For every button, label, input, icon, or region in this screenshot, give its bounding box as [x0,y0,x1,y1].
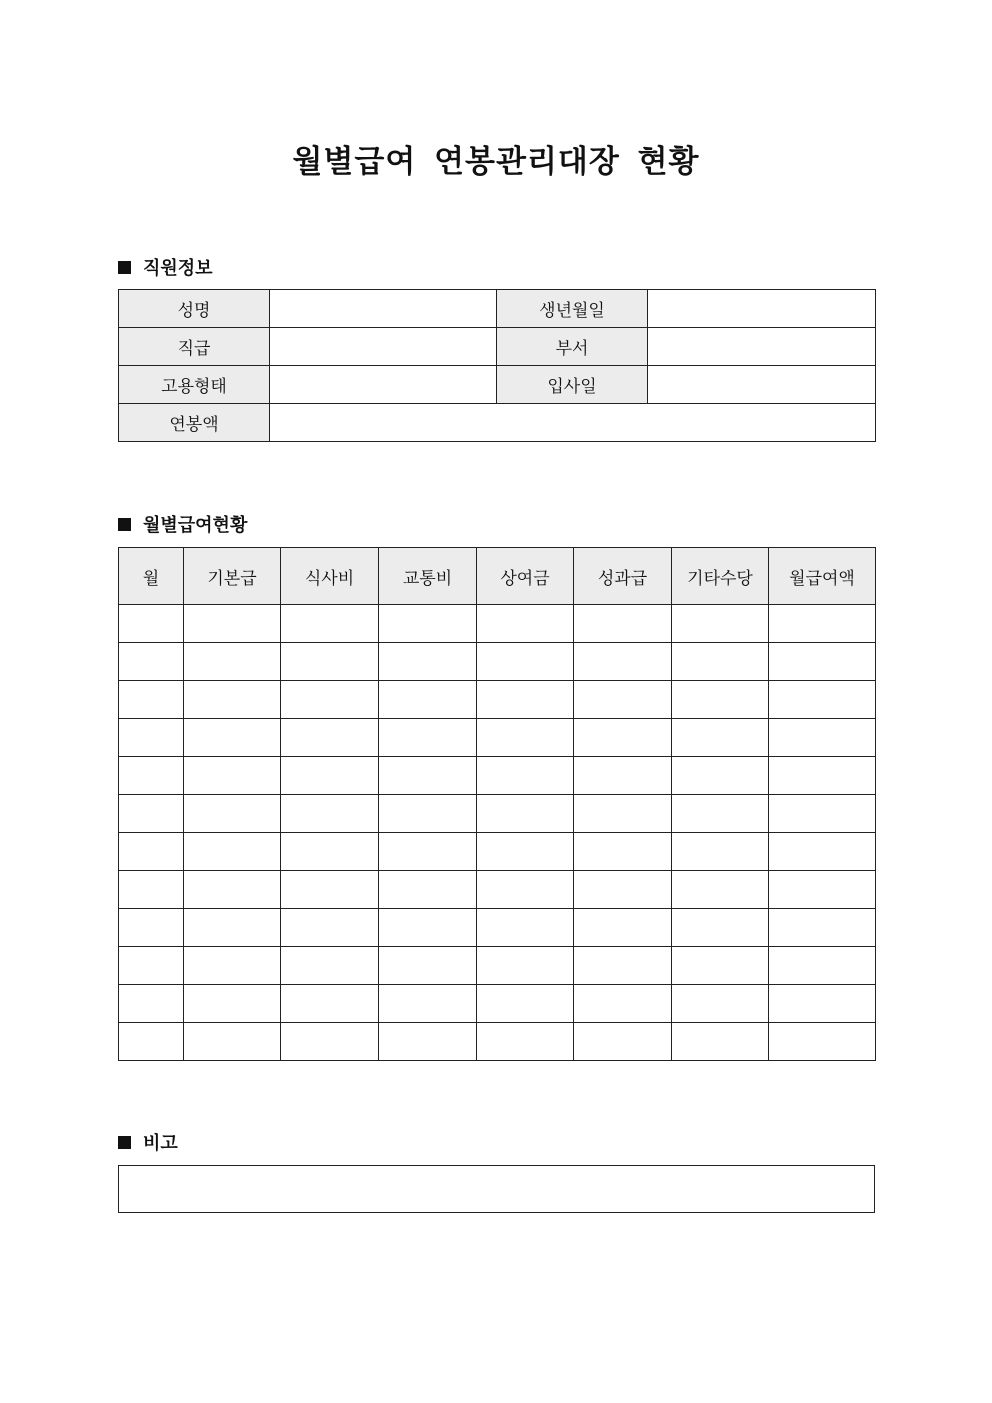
salary-cell[interactable] [769,681,876,719]
table-row [119,681,876,719]
salary-cell[interactable] [672,681,769,719]
salary-cell[interactable] [769,605,876,643]
salary-cell[interactable] [477,985,574,1023]
salary-cell[interactable] [672,833,769,871]
square-bullet-icon [118,518,131,531]
salary-cell[interactable] [281,795,379,833]
table-row [119,605,876,643]
column-header-bonus: 상여금 [477,548,574,605]
salary-cell[interactable] [281,871,379,909]
employee-info-table [118,289,876,442]
salary-cell[interactable] [574,833,672,871]
salary-cell[interactable] [119,1023,184,1061]
salary-cell[interactable] [672,795,769,833]
column-header-performance-pay: 성과급 [574,548,672,605]
table-row [119,795,876,833]
salary-cell[interactable] [119,757,184,795]
salary-cell[interactable] [281,947,379,985]
salary-cell[interactable] [184,681,281,719]
table-row [119,871,876,909]
salary-cell[interactable] [184,833,281,871]
salary-cell[interactable] [184,909,281,947]
table-row [119,757,876,795]
salary-cell[interactable] [574,871,672,909]
name-value-cell[interactable] [270,290,497,328]
salary-cell[interactable] [769,947,876,985]
salary-cell[interactable] [119,643,184,681]
salary-cell[interactable] [281,719,379,757]
remarks-box[interactable] [118,1165,875,1213]
square-bullet-icon [118,261,131,274]
salary-cell[interactable] [574,605,672,643]
salary-cell[interactable] [769,1023,876,1061]
salary-cell[interactable] [281,643,379,681]
salary-cell[interactable] [119,681,184,719]
salary-cell[interactable] [477,947,574,985]
salary-cell[interactable] [574,681,672,719]
salary-cell[interactable] [184,985,281,1023]
salary-cell[interactable] [672,1023,769,1061]
salary-cell[interactable] [574,909,672,947]
salary-cell[interactable] [184,605,281,643]
hire-date-label: 입사일 [497,366,648,404]
salary-cell[interactable] [184,947,281,985]
section-heading-label: 월별급여현황 [143,515,248,536]
salary-cell[interactable] [379,795,477,833]
salary-cell[interactable] [281,909,379,947]
salary-cell[interactable] [379,1023,477,1061]
position-value-cell[interactable] [270,328,497,366]
monthly-salary-table [118,547,876,1061]
salary-cell[interactable] [477,833,574,871]
section-heading-monthly-salary [118,511,247,537]
table-row [119,947,876,985]
salary-cell[interactable] [281,757,379,795]
column-header-monthly-total: 월급여액 [769,548,876,605]
salary-cell[interactable] [477,795,574,833]
salary-cell[interactable] [672,871,769,909]
salary-cell[interactable] [574,947,672,985]
salary-cell[interactable] [477,719,574,757]
column-header-transport-allowance: 교통비 [379,548,477,605]
section-heading-remarks [118,1129,178,1155]
birthdate-value-cell[interactable] [648,290,876,328]
table-row [119,833,876,871]
salary-cell[interactable] [379,719,477,757]
table-row [119,909,876,947]
salary-cell[interactable] [574,795,672,833]
salary-cell[interactable] [769,985,876,1023]
salary-cell[interactable] [281,605,379,643]
salary-cell[interactable] [477,757,574,795]
hire-date-value-cell[interactable] [648,366,876,404]
salary-cell[interactable] [379,643,477,681]
salary-cell[interactable] [769,719,876,757]
salary-cell[interactable] [184,757,281,795]
salary-cell[interactable] [379,871,477,909]
salary-cell[interactable] [184,1023,281,1061]
section-heading-label: 직원정보 [143,258,213,279]
page-title: 월별급여 연봉관리대장 현황 [292,144,700,180]
table-row [119,719,876,757]
table-row [119,985,876,1023]
column-header-month: 월 [119,548,184,605]
salary-cell[interactable] [574,719,672,757]
salary-cell[interactable] [477,681,574,719]
salary-cell[interactable] [574,643,672,681]
salary-cell[interactable] [769,909,876,947]
salary-cell[interactable] [769,871,876,909]
department-label: 부서 [497,328,648,366]
salary-cell[interactable] [379,947,477,985]
salary-cell[interactable] [119,985,184,1023]
salary-cell[interactable] [379,833,477,871]
salary-cell[interactable] [769,643,876,681]
column-header-meal-allowance: 식사비 [281,548,379,605]
salary-cell[interactable] [477,909,574,947]
salary-cell[interactable] [672,605,769,643]
salary-cell[interactable] [672,909,769,947]
salary-cell[interactable] [119,605,184,643]
salary-cell[interactable] [281,833,379,871]
salary-cell[interactable] [672,757,769,795]
salary-cell[interactable] [119,795,184,833]
salary-cell[interactable] [574,985,672,1023]
square-bullet-icon [118,1136,131,1149]
column-header-base-pay: 기본급 [184,548,281,605]
department-value-cell[interactable] [648,328,876,366]
salary-cell[interactable] [672,947,769,985]
salary-cell[interactable] [119,719,184,757]
salary-cell[interactable] [379,605,477,643]
salary-cell[interactable] [769,757,876,795]
salary-cell[interactable] [379,757,477,795]
table-row [119,1023,876,1061]
salary-cell[interactable] [281,985,379,1023]
salary-cell[interactable] [769,833,876,871]
salary-cell[interactable] [184,795,281,833]
annual-salary-label: 연봉액 [119,404,270,442]
salary-cell[interactable] [184,643,281,681]
salary-cell[interactable] [769,795,876,833]
salary-cell[interactable] [281,681,379,719]
employment-type-value-cell[interactable] [270,366,497,404]
column-header-other-allowance: 기타수당 [672,548,769,605]
salary-cell[interactable] [119,833,184,871]
salary-cell[interactable] [184,871,281,909]
table-row [119,643,876,681]
section-heading-label: 비고 [143,1133,178,1154]
salary-cell[interactable] [379,985,477,1023]
salary-cell[interactable] [119,871,184,909]
salary-cell[interactable] [672,643,769,681]
salary-cell[interactable] [477,871,574,909]
salary-cell[interactable] [281,1023,379,1061]
salary-cell[interactable] [379,909,477,947]
salary-cell[interactable] [477,643,574,681]
position-label: 직급 [119,328,270,366]
salary-cell[interactable] [672,985,769,1023]
section-heading-employee-info [118,254,213,280]
annual-salary-value-cell[interactable] [270,404,876,442]
name-label: 성명 [119,290,270,328]
salary-cell[interactable] [477,1023,574,1061]
salary-cell[interactable] [379,681,477,719]
salary-cell[interactable] [119,947,184,985]
salary-cell[interactable] [574,1023,672,1061]
birthdate-label: 생년월일 [497,290,648,328]
salary-cell[interactable] [672,719,769,757]
salary-cell[interactable] [184,719,281,757]
employment-type-label: 고용형태 [119,366,270,404]
salary-cell[interactable] [119,909,184,947]
salary-cell[interactable] [574,757,672,795]
salary-cell[interactable] [477,605,574,643]
